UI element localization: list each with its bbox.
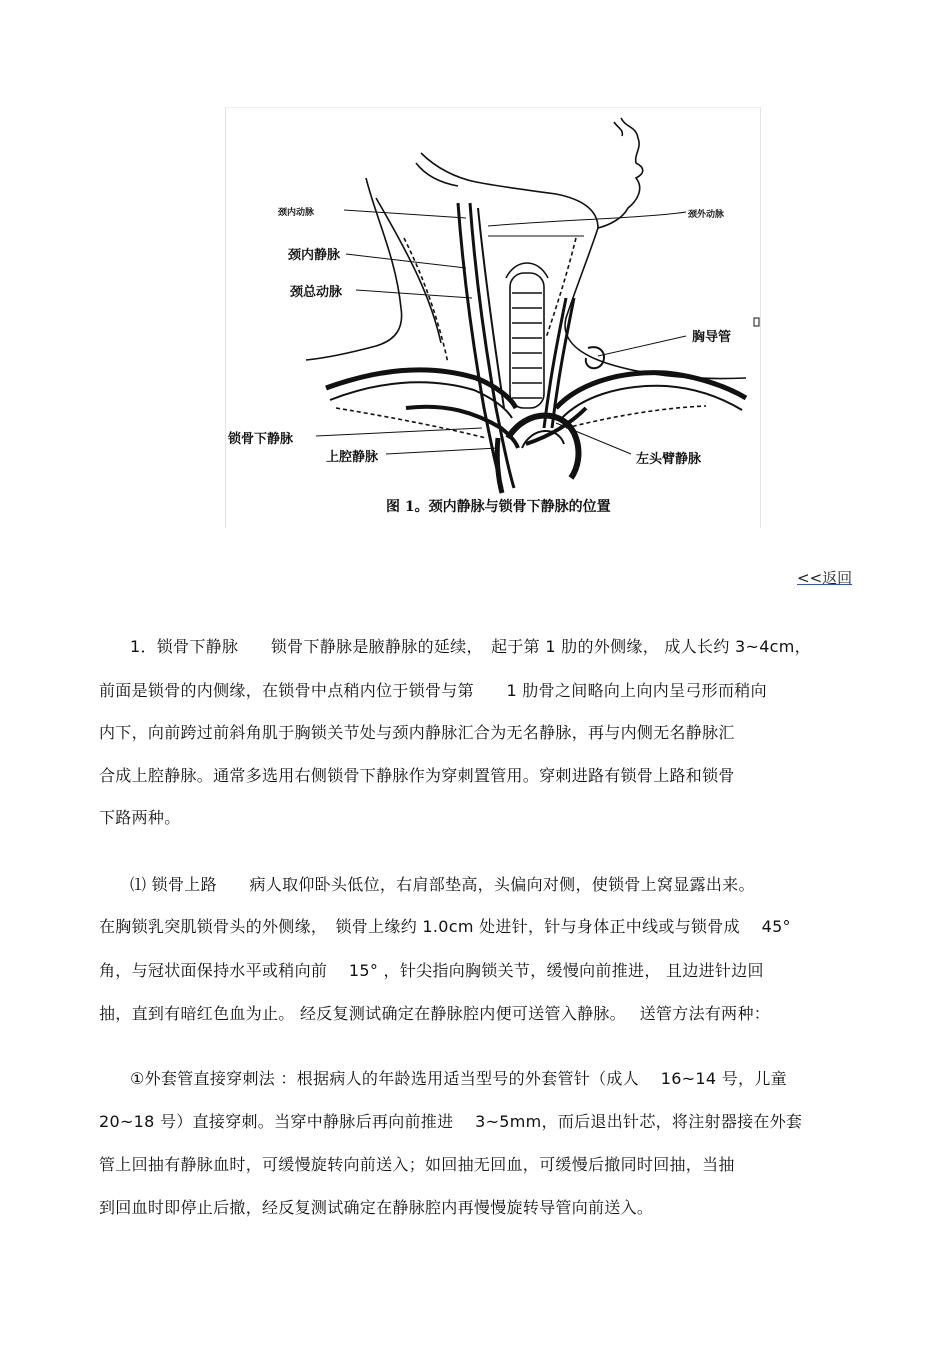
figure-caption: 图 1。颈内静脉与锁骨下静脉的位置	[386, 499, 611, 515]
anatomy-figure	[225, 107, 761, 528]
paragraph-line: ①外套管直接穿刺法 ：根据病人的年龄选用适当型号的外套管针（成人 16~14 号，儿童	[130, 1069, 787, 1088]
back-link[interactable]: <<返回	[797, 569, 853, 587]
paragraph-line: 前面是锁骨的内侧缘，在锁骨中点稍内位于锁骨与第 1 肋骨之间略向上向内呈弓形而稍向	[99, 681, 767, 700]
label-common-carotid: 颈总动脉	[290, 285, 343, 300]
label-subclavian-vein: 锁骨下静脉	[228, 432, 294, 447]
paragraph-line: 抽，直到有暗红色血为止。 经反复测试确定在静脉腔内便可送管入静脉。 送管方法有两种：	[99, 1004, 771, 1023]
paragraph-line: 1．锁骨下静脉 锁骨下静脉是腋静脉的延续， 起于第 1 肋的外侧缘， 成人长约 3~4cm，	[130, 637, 811, 656]
paragraph-line: 管上回抽有静脉血时，可缓慢旋转向前送入；如回抽无回血，可缓慢后撤同时回抽，当抽	[99, 1155, 735, 1174]
paragraph-line: 下路两种。	[99, 808, 181, 827]
label-superior-vena-cava: 上腔静脉	[326, 450, 379, 465]
label-external-carotid: 颈外动脉	[688, 210, 725, 220]
paragraph-line: 角，与冠状面保持水平或稍向前 15° ，针尖指向胸锁关节，缓慢向前推进， 且边进针边回	[99, 961, 764, 980]
paragraph-line: 到回血时即停止后撤，经反复测试确定在静脉腔内再慢慢旋转导管向前送入。	[99, 1198, 654, 1217]
paragraph-line: 合成上腔静脉。通常多选用右侧锁骨下静脉作为穿刺置管用。穿刺进路有锁骨上路和锁骨	[99, 766, 735, 785]
paragraph-line: 在胸锁乳突肌锁骨头的外侧缘， 锁骨上缘约 1.0cm 处进针，针与身体正中线或与锁骨成 45°	[99, 917, 791, 936]
label-internal-jugular: 颈内静脉	[288, 248, 341, 263]
paragraph-line: ⑴ 锁骨上路 病人取仰卧头低位，右肩部垫高，头偏向对侧，使锁骨上窝显露出来。	[130, 875, 755, 894]
paragraph-line: 20~18 号）直接穿刺。当穿中静脉后再向前推进 3~5mm，而后退出针芯，将注射器接在外套	[99, 1112, 803, 1131]
label-left-brachiocephalic: 左头臂静脉	[636, 452, 702, 467]
label-thoracic-duct: 胸导管	[692, 330, 732, 345]
paragraph-line: 内下，向前跨过前斜角肌于胸锁关节处与颈内静脉汇合为无名静脉，再与内侧无名静脉汇	[99, 723, 735, 742]
label-internal-carotid: 颈内动脉	[278, 208, 315, 218]
